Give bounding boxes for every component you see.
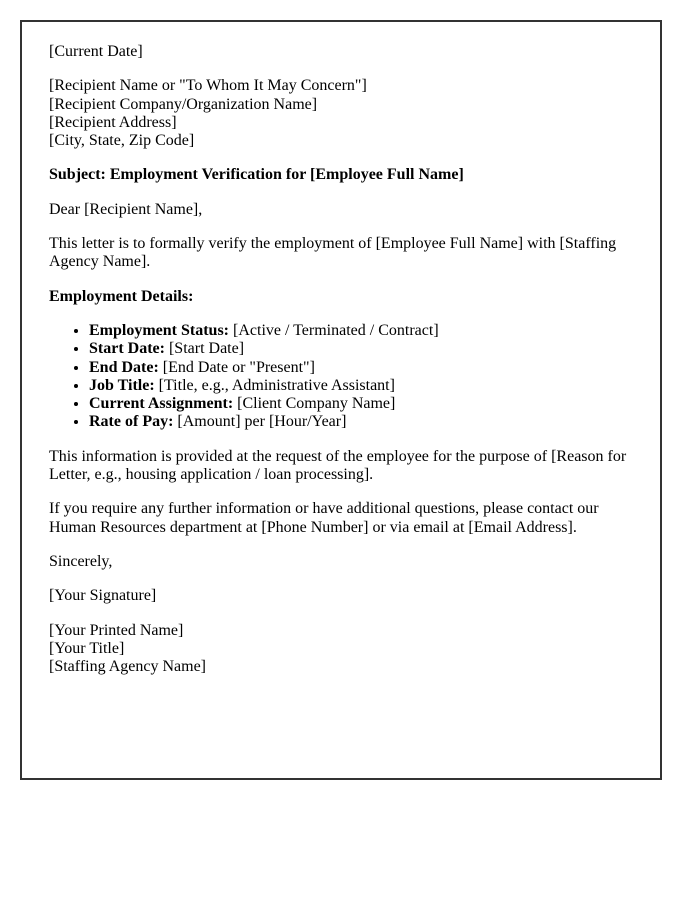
signature-printed-name: [Your Printed Name] [49,621,184,639]
item-value: [Title, e.g., Administrative Assistant] [158,376,395,394]
item-value: [Amount] per [Hour/Year] [177,413,347,431]
recipient-address-line: [Recipient Address] [49,113,177,131]
subject-line: Subject: Employment Verification for [Employee Full Name] [49,166,464,184]
item-label: Current Assignment: [89,395,234,413]
item-value: [Client Company Name] [237,395,396,413]
recipient-company-line: [Recipient Company/Organization Name] [49,95,318,113]
item-value: [Active / Terminated / Contract] [233,321,439,339]
intro-paragraph: This letter is to formally verify the employment of [Employee Full Name] with [Staffing Agency Name]. [49,235,617,271]
list-item-rate-of-pay [89,413,633,431]
date-line: [Current Date] [49,43,143,60]
item-label: Start Date: [89,340,165,358]
signature-block [49,622,633,677]
list-item-current-assignment [89,395,633,413]
closing: Sincerely, [49,552,113,570]
item-label: Employment Status: [89,321,230,339]
letter-document [20,20,662,780]
purpose-paragraph: This information is provided at the request of the employee for the purpose of [Reason for Letter, e.g., housing application / loan processing]. [49,447,627,484]
recipient-block [49,77,633,150]
item-label: Rate of Pay: [89,413,174,431]
list-item-job-title [89,377,633,395]
contact-paragraph: If you require any further information or have additional questions, please contact our Human Resources department at [Phone Number] or via email at [Email Address]. [49,500,599,536]
item-label: End Date: [89,358,159,376]
list-item-start-date [89,340,633,358]
list-item-employment-status [89,322,633,340]
signature-agency-name: [Staffing Agency Name] [49,658,206,676]
salutation: Dear [Recipient Name], [49,200,203,218]
item-value: [End Date or "Present"] [162,358,315,376]
recipient-city-line: [City, State, Zip Code] [49,132,195,150]
recipient-name-line: [Recipient Name or "To Whom It May Concern"] [49,77,367,95]
signature-placeholder: [Your Signature] [49,587,157,605]
details-heading: Employment Details: [49,287,194,305]
list-item-end-date [89,359,633,377]
item-value: [Start Date] [168,340,245,358]
signature-title: [Your Title] [49,639,125,657]
item-label: Job Title: [89,376,155,394]
employment-details-list [49,322,633,432]
